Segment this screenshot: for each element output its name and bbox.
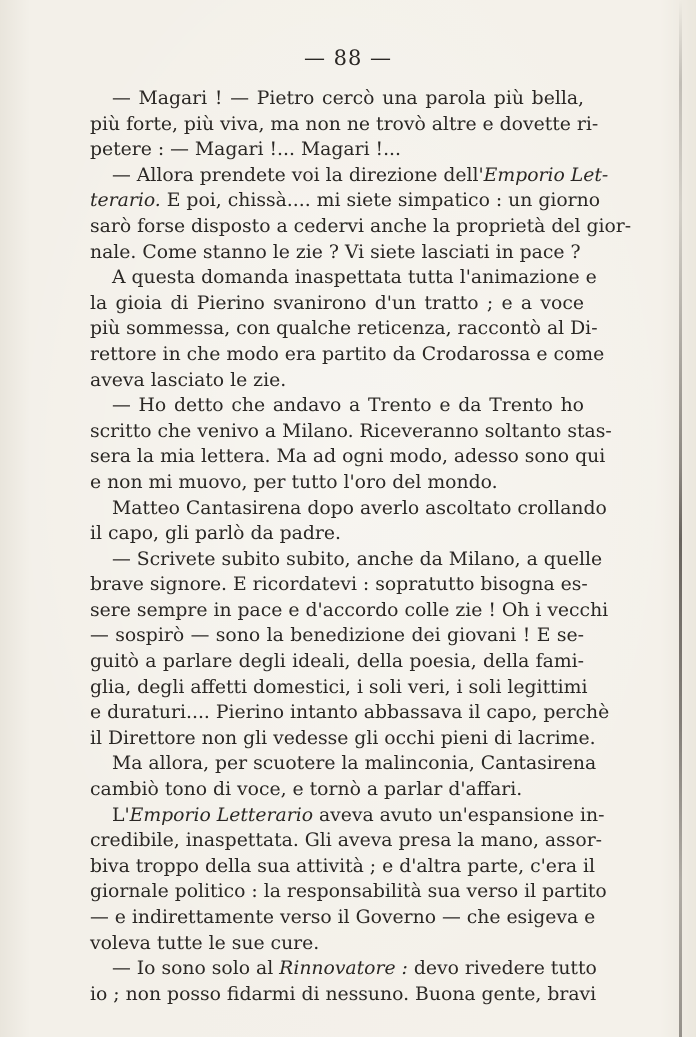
text-run: voleva tutte le sue cure.: [90, 932, 320, 954]
italic-title-text: Emporio Letterario: [129, 804, 314, 826]
text-run: io ; non posso fidarmi di nessuno. Buona gente, bravi: [90, 983, 597, 1005]
text-line: [90, 265, 597, 291]
body-text: [90, 86, 632, 1007]
text-run: — Allora prendete voi la direzione dell': [112, 164, 484, 186]
text-line: [90, 649, 584, 675]
text-run: — sospirò — sono la benedizione dei giovani ! E se-: [90, 625, 584, 647]
text-run: Ma allora, per scuotere la malinconia, Cantasirena: [112, 753, 597, 775]
italic-title-text: terario.: [90, 190, 161, 212]
text-line: [90, 86, 584, 112]
text-line: [90, 188, 601, 214]
text-run: la gioia di Pierino svanirono d'un tratto ; e a voce: [90, 292, 584, 314]
page-edge-shadow: [679, 0, 682, 1037]
text-line: [90, 879, 607, 905]
text-line: [90, 547, 603, 573]
text-run: devo rivedere tutto: [407, 958, 597, 980]
text-run: E poi, chissà.... mi siete simpatico : un giorno: [160, 190, 601, 212]
text-run: rettore in che modo era partito da Crodarossa e come: [90, 343, 605, 365]
text-line: [90, 905, 596, 931]
text-line: [90, 726, 596, 752]
text-run: nale. Come stanno le zie ? Vi siete lasciati in pace ?: [90, 241, 581, 263]
text-run: giornale politico : la responsabilità sua verso il partito: [90, 881, 607, 903]
text-line: [90, 470, 584, 496]
text-line: [90, 214, 632, 240]
text-line: [90, 291, 584, 317]
text-line: [90, 240, 584, 266]
text-line: [90, 368, 584, 394]
text-run: credibile, inaspettata. Gli aveva presa la mano, assor-: [90, 830, 603, 852]
text-run: A questa domanda inaspettata tutta l'animazione e: [112, 267, 597, 289]
italic-title-text: Rinnovatore :: [279, 958, 408, 980]
text-line: [90, 803, 605, 829]
text-run: e non mi muovo, per tutto l'oro del mondo.: [90, 471, 498, 493]
text-run: — Io sono solo al: [112, 958, 280, 980]
text-line: [90, 931, 584, 957]
page-number-header: — 88 —: [303, 46, 393, 70]
text-line: [90, 751, 597, 777]
text-run: guitò a parlare degli ideali, della poesia, della fami-: [90, 651, 584, 673]
text-run: — Ho detto che andavo a Trento e da Trento ho: [112, 395, 584, 417]
text-run: L': [112, 804, 130, 826]
text-run: Matteo Cantasirena dopo averlo ascoltato crollando: [112, 497, 607, 519]
text-line: [90, 521, 584, 547]
text-run: brave signore. E ricordatevi : sopratutto bisogna es-: [90, 574, 588, 596]
text-line: [90, 700, 610, 726]
text-run: più forte, più viva, ma non ne trovò altre e dovette ri-: [90, 113, 599, 135]
text-line: [90, 316, 598, 342]
text-line: [90, 572, 588, 598]
text-line: [90, 163, 609, 189]
text-run: cambiò tono di voce, e tornò a parlar d'affari.: [90, 779, 523, 801]
text-line: [90, 496, 607, 522]
text-line: [90, 342, 605, 368]
text-run: — Scrivete subito subito, anche da Milano, a quelle: [112, 548, 603, 570]
text-run: — Magari ! — Pietro cercò una parola più bella,: [112, 88, 584, 109]
text-run: e duraturi.... Pierino intanto abbassava il capo, perchè: [90, 702, 610, 724]
text-line: [90, 598, 609, 624]
text-line: [90, 137, 584, 163]
text-run: petere : — Magari !... Magari !...: [90, 139, 402, 161]
italic-title-text: Emporio Let-: [483, 164, 609, 186]
text-line: [90, 675, 588, 701]
text-line: [90, 623, 584, 649]
text-line: [90, 956, 597, 982]
text-line: [90, 828, 603, 854]
text-run: più sommessa, con qualche reticenza, raccontò al Di-: [90, 318, 598, 340]
text-line: [90, 982, 597, 1008]
text-run: biva troppo della sua attività ; e d'altra parte, c'era il: [90, 855, 596, 877]
text-run: sera la mia lettera. Ma ad ogni modo, adesso sono qui: [90, 446, 606, 468]
text-run: il capo, gli parlò da padre.: [90, 523, 341, 545]
text-run: aveva lasciato le zie.: [90, 369, 287, 391]
text-run: il Direttore non gli vedesse gli occhi pieni di lacrime.: [90, 727, 596, 749]
text-line: [90, 112, 599, 138]
text-line: [90, 777, 584, 803]
text-run: scritto che venivo a Milano. Riceveranno soltanto stas-: [90, 420, 612, 442]
text-line: [90, 444, 606, 470]
text-run: sarò forse disposto a cedervi anche la proprietà del gior-: [90, 215, 632, 237]
text-run: sere sempre in pace e d'accordo colle zie ! Oh i vecchi: [90, 599, 609, 621]
text-line: [90, 419, 612, 445]
text-run: aveva avuto un'espansione in-: [313, 804, 605, 826]
text-line: [90, 854, 596, 880]
text-run: — e indirettamente verso il Governo — che esigeva e: [90, 907, 596, 928]
text-line: [90, 393, 584, 419]
text-run: glia, degli affetti domestici, i soli veri, i soli legittimi: [90, 676, 588, 698]
